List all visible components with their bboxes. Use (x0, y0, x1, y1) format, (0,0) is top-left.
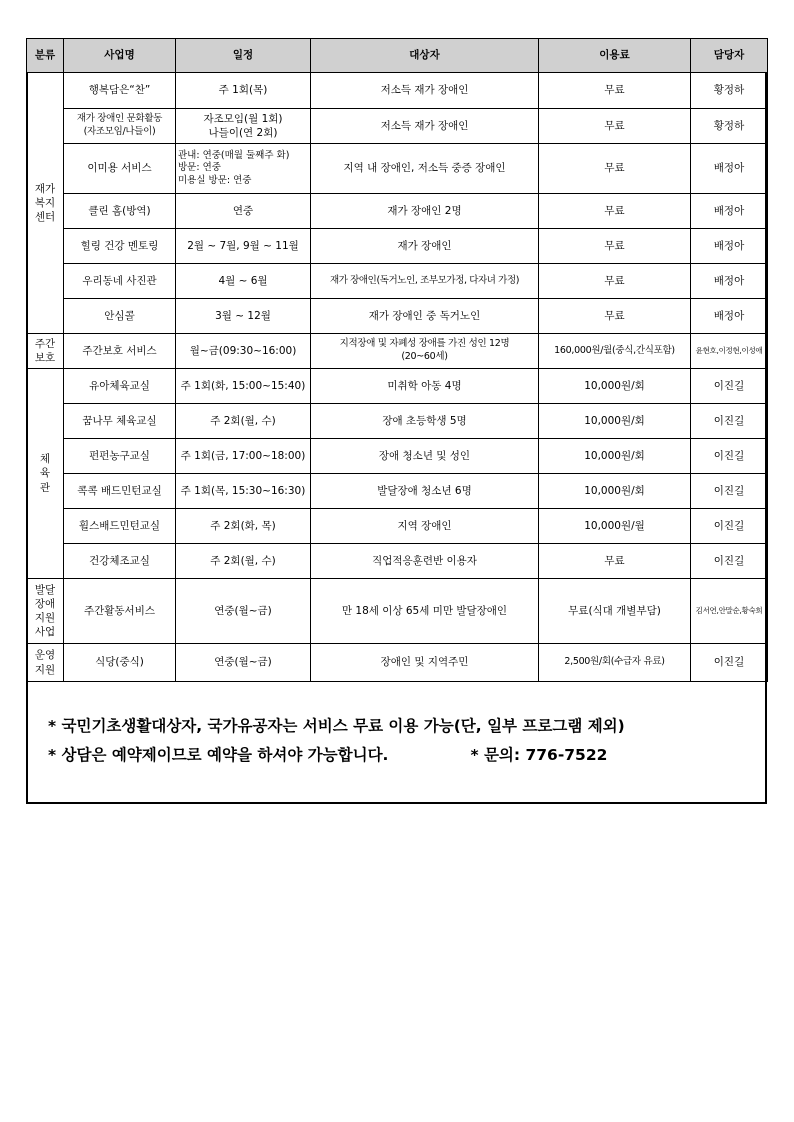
target: 재가 장애인(독거노인, 조부모가정, 다자녀 가정) (311, 264, 539, 299)
manager: 이진길 (691, 439, 768, 474)
table-row (27, 229, 768, 264)
schedule: 주 2회(월, 수) (176, 404, 311, 439)
schedule: 주 2회(월, 수) (176, 544, 311, 579)
target: 장애인 및 지역주민 (311, 644, 539, 682)
schedule: 연중(월~금) (176, 579, 311, 644)
program-name: 건강체조교실 (64, 544, 176, 579)
program-name: 힐링 건강 멘토링 (64, 229, 176, 264)
note-free-service: * 국민기초생활대상자, 국가유공자는 서비스 무료 이용 가능(단, 일부 프로그램 제외) (48, 717, 625, 735)
schedule-line: 나들이(연 2회) (208, 127, 278, 139)
table-row (27, 299, 768, 334)
manager: 배정아 (691, 194, 768, 229)
category-line: 발달 (34, 583, 56, 596)
header-category: 분류 (27, 39, 64, 73)
target: 만 18세 이상 65세 미만 발달장애인 (311, 579, 539, 644)
manager: 황정하 (691, 109, 768, 144)
header-fee: 이용료 (539, 39, 691, 73)
fee: 10,000원/회 (539, 439, 691, 474)
table-row (27, 544, 768, 579)
header-schedule: 일정 (176, 39, 311, 73)
category-gym (27, 369, 64, 579)
target: 미취학 아동 4명 (311, 369, 539, 404)
manager: 배정아 (691, 264, 768, 299)
table-row (27, 439, 768, 474)
table-row (27, 73, 768, 109)
table-row (27, 334, 768, 369)
table-row (27, 194, 768, 229)
fee: 2,500원/회(수급자 유료) (539, 644, 691, 682)
target: 재가 장애인 2명 (311, 194, 539, 229)
category-line: 복지 (34, 196, 56, 209)
manager: 이진길 (691, 404, 768, 439)
category-line: 지원 (34, 612, 56, 624)
schedule: 3월 ~ 12월 (176, 299, 311, 334)
target: 지역 내 장애인, 저소득 중증 장애인 (311, 144, 539, 194)
manager: 이진길 (691, 644, 768, 682)
fee: 무료 (539, 299, 691, 334)
program-name: 주간보호 서비스 (64, 334, 176, 369)
table-row (27, 509, 768, 544)
fee: 무료 (539, 264, 691, 299)
category-development-support (27, 579, 64, 644)
category-line: 육 (39, 467, 51, 480)
manager: 이진길 (691, 369, 768, 404)
fee: 10,000원/월 (539, 509, 691, 544)
manager: 윤현호,이정현,이성애 (691, 334, 768, 369)
program-name: 콕콕 배드민턴교실 (64, 474, 176, 509)
fee: 무료(식대 개별부담) (539, 579, 691, 644)
table-row (27, 264, 768, 299)
category-line: 장애 (34, 597, 56, 610)
table-row (27, 144, 768, 194)
schedule: 2월 ~ 7월, 9월 ~ 11월 (176, 229, 311, 264)
target: 장애 청소년 및 성인 (311, 439, 539, 474)
target: 직업적응훈련반 이용자 (311, 544, 539, 579)
category-operations (27, 644, 64, 682)
target: 발달장애 청소년 6명 (311, 474, 539, 509)
schedule-line: 방문: 연중 (178, 162, 221, 174)
program-name: 이미용 서비스 (64, 144, 176, 194)
category-line: 센터 (34, 211, 56, 224)
manager: 황정하 (691, 73, 768, 109)
category-home-welfare (27, 73, 64, 334)
fee: 무료 (539, 144, 691, 194)
schedule-line: 자조모임(월 1회) (203, 112, 283, 125)
schedule: 연중 (176, 194, 311, 229)
schedule (176, 144, 311, 194)
schedule (176, 109, 311, 144)
fee: 10,000원/회 (539, 404, 691, 439)
target: 저소득 재가 장애인 (311, 73, 539, 109)
category-line: 재가 (34, 182, 56, 195)
schedule-line: 관내: 연중(매월 둘째주 화) (178, 149, 290, 161)
notes-section (48, 712, 748, 770)
header-row (27, 39, 768, 73)
note-contact: * 문의: 776-7522 (470, 746, 608, 764)
manager: 이진길 (691, 474, 768, 509)
program-name: 식당(중식) (64, 644, 176, 682)
manager: 이진길 (691, 544, 768, 579)
manager: 배정아 (691, 229, 768, 264)
header-program: 사업명 (64, 39, 176, 73)
program-name-line: 재가 장애인 문화활동 (76, 113, 163, 125)
category-line: 지원 (34, 663, 56, 676)
schedule: 주 1회(화, 15:00~15:40) (176, 369, 311, 404)
header-manager: 담당자 (691, 39, 768, 73)
fee: 무료 (539, 109, 691, 144)
fee: 10,000원/회 (539, 474, 691, 509)
target: 저소득 재가 장애인 (311, 109, 539, 144)
schedule-line: 미용실 방문: 연중 (178, 174, 252, 186)
category-line: 관 (39, 481, 51, 494)
category-line: 체 (39, 453, 51, 466)
manager: 배정아 (691, 299, 768, 334)
program-name: 행복담은“찬” (64, 73, 176, 109)
target-line: (20~60세) (401, 351, 448, 362)
table-row (27, 474, 768, 509)
fee: 무료 (539, 229, 691, 264)
program-name: 주간활동서비스 (64, 579, 176, 644)
schedule: 주 1회(목) (176, 73, 311, 109)
category-line: 주간 (34, 337, 56, 350)
schedule: 월~금(09:30~16:00) (176, 334, 311, 369)
table-row (27, 579, 768, 644)
program-name-line: (자조모임/나들이) (83, 126, 156, 137)
header-target: 대상자 (311, 39, 539, 73)
category-line: 보호 (34, 352, 56, 364)
target: 재가 장애인 (311, 229, 539, 264)
note-reservation: * 상담은 예약제이므로 예약을 하셔야 가능합니다. (48, 746, 389, 764)
schedule: 연중(월~금) (176, 644, 311, 682)
table-row (27, 404, 768, 439)
target (311, 334, 539, 369)
program-name: 클린 홈(방역) (64, 194, 176, 229)
fee: 160,000원/월(중식,간식포함) (539, 334, 691, 369)
note-reservation-line (48, 741, 748, 770)
target-line: 지적장애 및 자폐성 장애를 가진 성인 12명 (339, 338, 510, 350)
schedule: 주 1회(목, 15:30~16:30) (176, 474, 311, 509)
target: 지역 장애인 (311, 509, 539, 544)
fee: 무료 (539, 194, 691, 229)
category-line: 사업 (34, 626, 56, 639)
program-name: 안심콜 (64, 299, 176, 334)
table-row (27, 644, 768, 682)
services-table (26, 38, 768, 682)
program-name: 휠스배드민턴교실 (64, 509, 176, 544)
manager: 김서연,안말순,황숙희 (691, 579, 768, 644)
program-name: 유아체육교실 (64, 369, 176, 404)
category-day-care (27, 334, 64, 369)
fee: 무료 (539, 73, 691, 109)
schedule: 4월 ~ 6월 (176, 264, 311, 299)
fee: 10,000원/회 (539, 369, 691, 404)
program-name (64, 109, 176, 144)
schedule: 주 2회(화, 목) (176, 509, 311, 544)
category-line: 운영 (34, 649, 56, 662)
program-name: 우리동네 사진관 (64, 264, 176, 299)
table-row (27, 369, 768, 404)
program-name: 펀펀농구교실 (64, 439, 176, 474)
schedule: 주 1회(금, 17:00~18:00) (176, 439, 311, 474)
manager: 이진길 (691, 509, 768, 544)
fee: 무료 (539, 544, 691, 579)
program-name: 꿈나무 체육교실 (64, 404, 176, 439)
manager: 배정아 (691, 144, 768, 194)
target: 재가 장애인 중 독거노인 (311, 299, 539, 334)
target: 장애 초등학생 5명 (311, 404, 539, 439)
table-row (27, 109, 768, 144)
